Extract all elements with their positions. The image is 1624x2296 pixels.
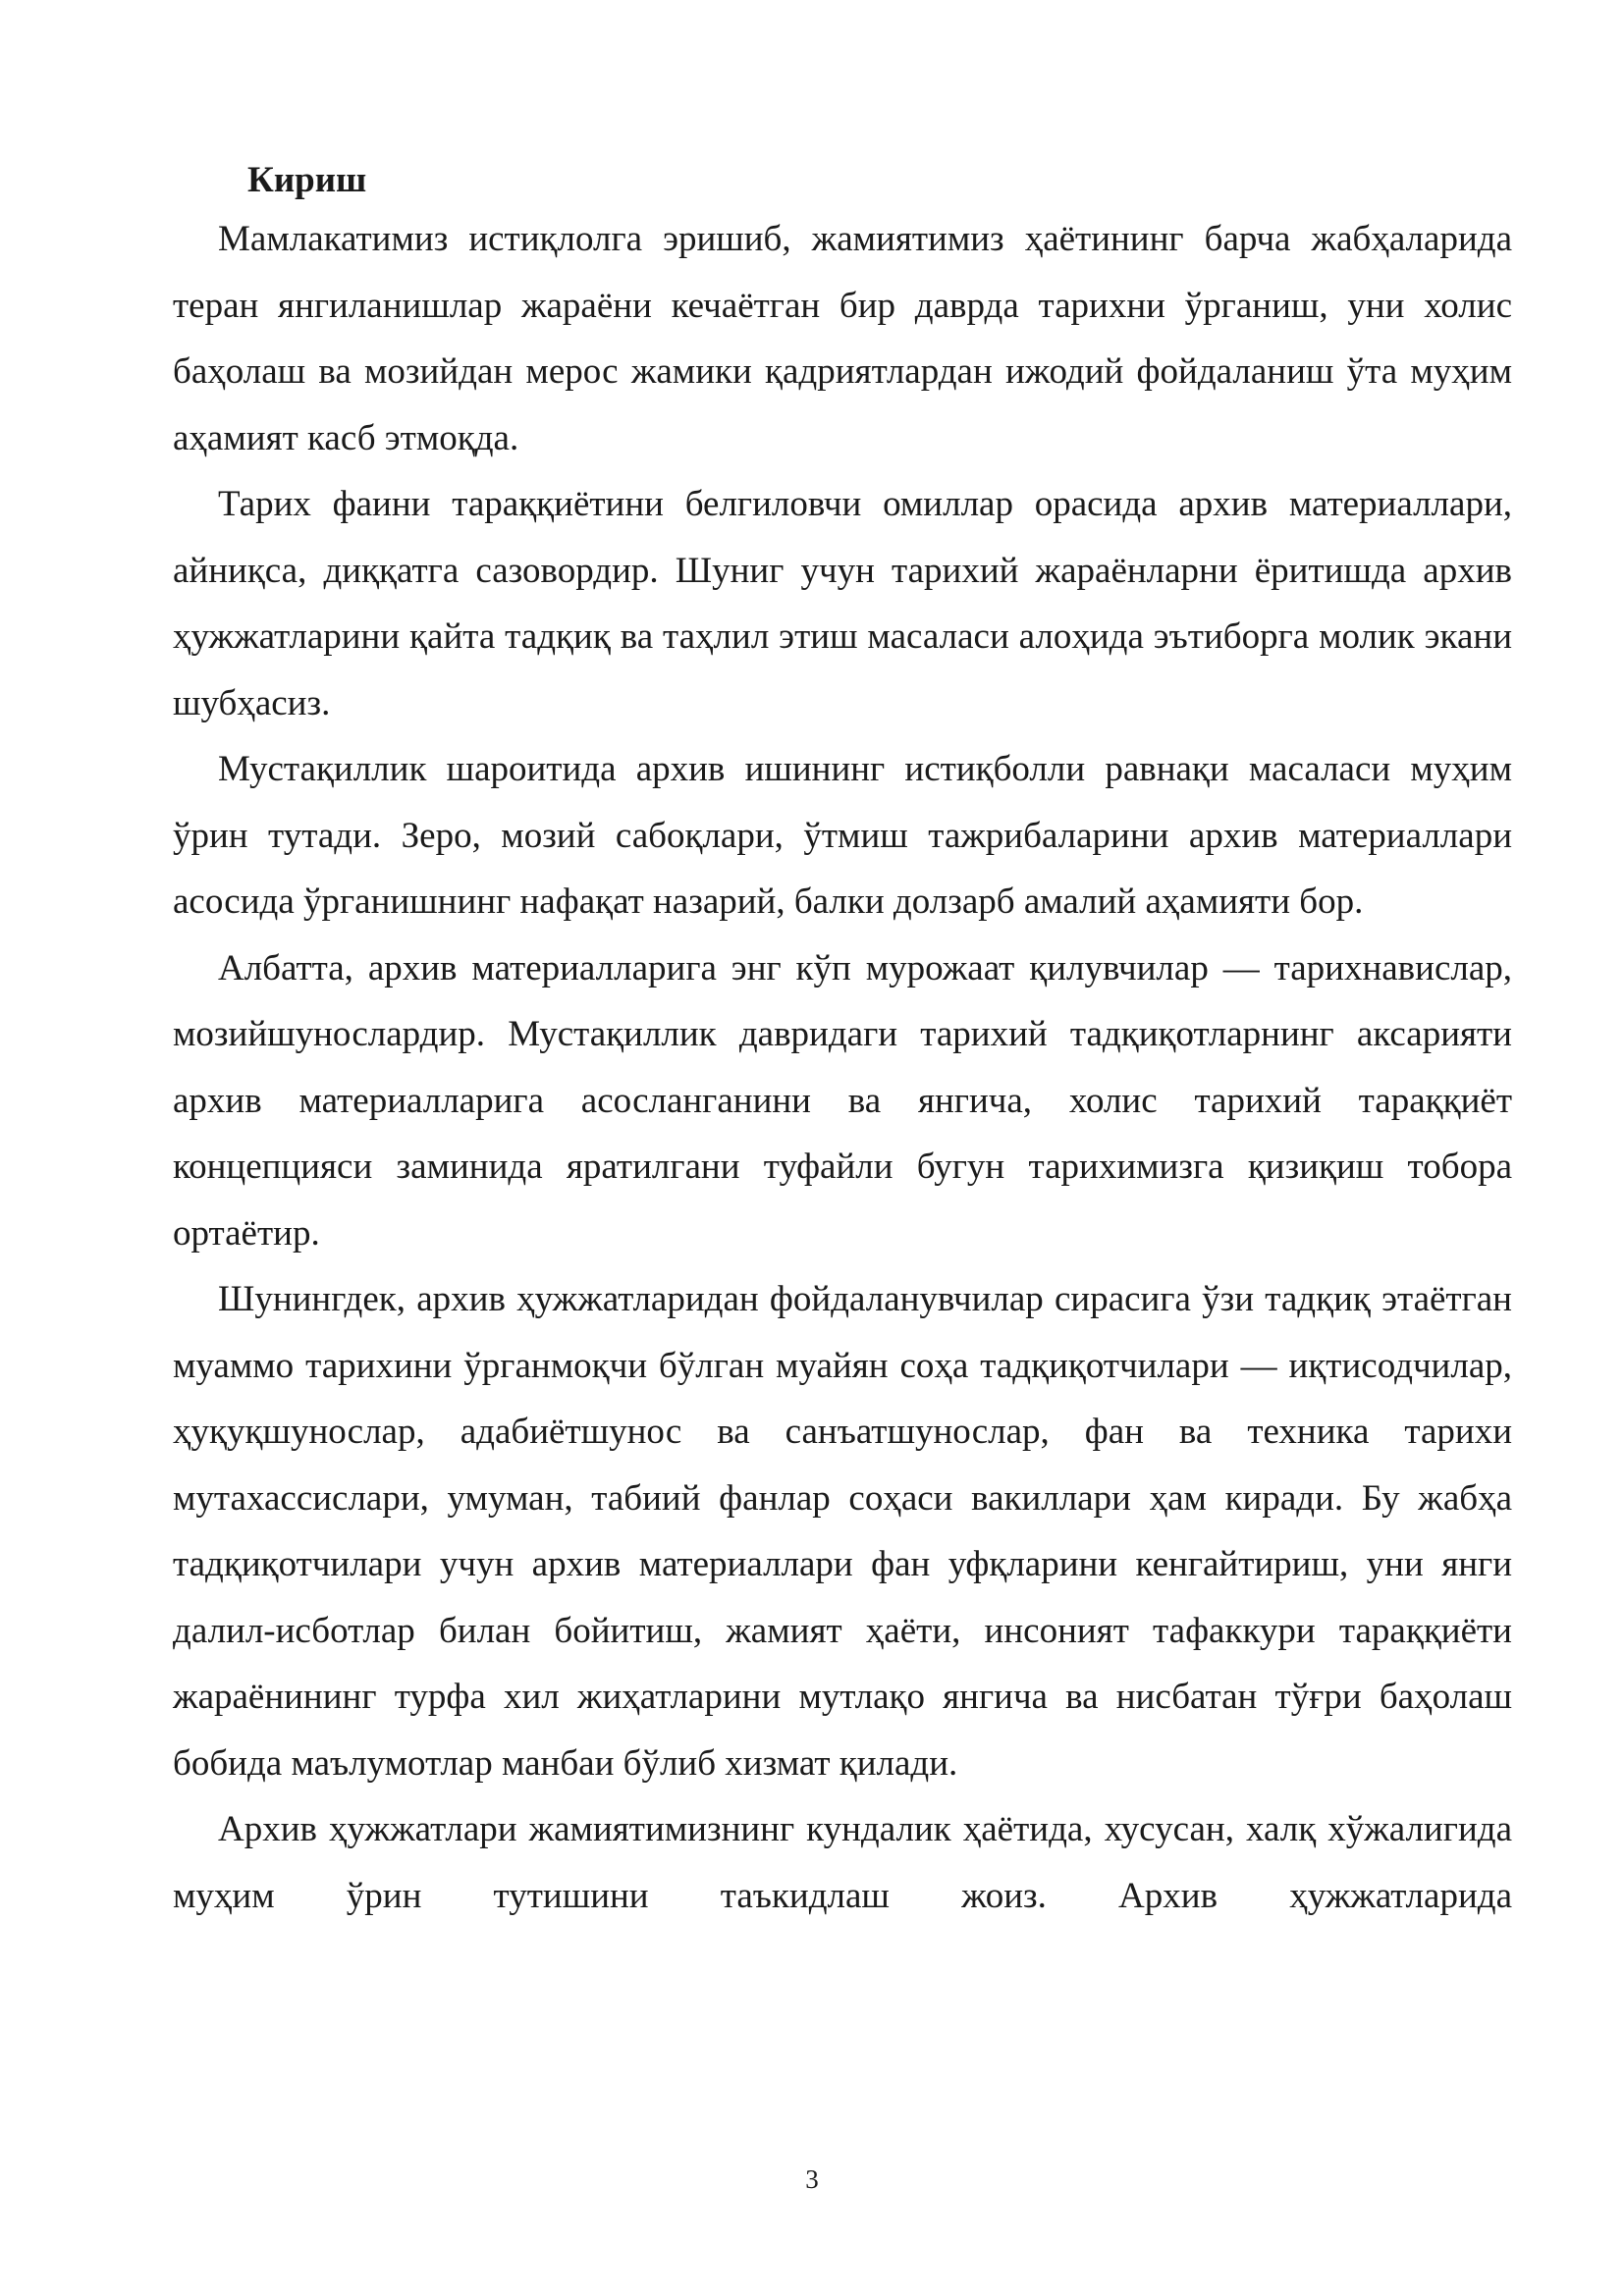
paragraph-5: Шунингдек, архив ҳужжатларидан фойдаланувчилар сирасига ўзи тадқиқ этаётган муаммо тарихини ўрганмоқчи бўлган муайян соҳа тадқиқотчилари — иқтисодчилар, ҳуқуқшунослар, адабиётшунос ва санъатшунослар, фан ва техника тарихи мутахассислари, умуман, табиий фанлар соҳаси вакиллари ҳам киради. Бу жабҳа тадқиқотчилари учун архив материаллари фан уфқларини кенгайтириш, уни янги далил-исботлар билан бойитиш, жамият ҳаёти, инсоният тафаккури тараққиёти жараёнининг турфа хил жиҳатларини мутлақо янгича ва нисбатан тўғри баҳолаш бобида маълумотлар манбаи бўлиб хизмат қилади. xyxy=(173,1279,1512,1784)
page-number: 3 xyxy=(805,2164,819,2194)
page-content xyxy=(173,155,1512,1929)
paragraph-6: Архив ҳужжатлари жамиятимизнинг кундалик ҳаётида, хусусан, халқ хўжалигида муҳим ўрин тутишини таъкидлаш жоиз. Архив ҳужжатларида xyxy=(173,1809,1512,1916)
section-heading: Кириш xyxy=(247,160,367,200)
paragraph-3: Мустақиллик шароитида архив ишининг истиқболли равнақи масаласи муҳим ўрин тутади. Зеро, мозий сабоқлари, ўтмиш тажрибаларини архив материаллари асосида ўрганишнинг нафақат назарий, балки долзарб амалий аҳамияти бор. xyxy=(173,749,1512,922)
paragraph-4: Албатта, архив материалларига энг кўп мурожаат қилувчилар — тарихнавислар, мозийшунослардир. Мустақиллик давридаги тарихий тадқиқотларнинг аксарияти архив материалларига асосланганини ва янгича, холис тарихий тараққиёт концепцияси заминида яратилгани туфайли бугун тарихимизга қизиқиш тобора ортаётир. xyxy=(173,947,1512,1254)
paragraph-2: Тарих фаини тараққиётини белгиловчи омиллар орасида архив материаллари, айниқса, диққатга сазовордир. Шуниг учун тарихий жараёнларни ёритишда архив ҳужжатларини қайта тадқиқ ва таҳлил этиш масаласи алоҳида эътиборга молик экани шубҳасиз. xyxy=(173,484,1512,723)
paragraph-1: Мамлакатимиз истиқлолга эришиб, жамиятимиз ҳаётининг барча жабҳаларида теран янгиланишлар жараёни кечаётган бир даврда тарихни ўрганиш, уни холис баҳолаш ва мозийдан мерос жамики қадриятлардан ижодий фойдаланиш ўта муҳим аҳамият касб этмоқда. xyxy=(173,219,1512,458)
